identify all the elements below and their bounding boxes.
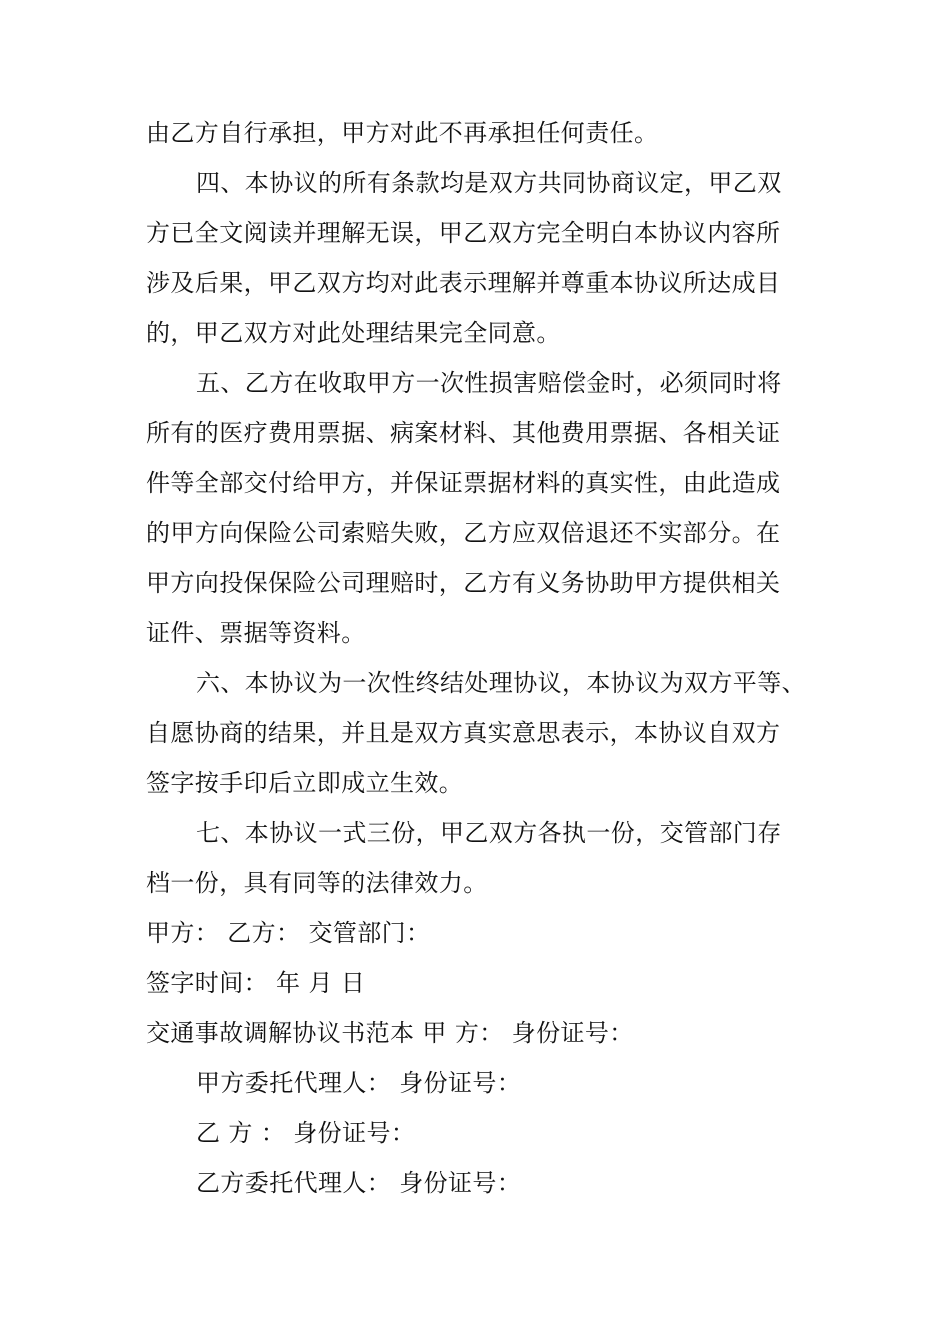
clause-4-line-1: 四、本协议的所有条款均是双方共同协商议定，甲乙双 [196,169,782,197]
party-b-agent-line: 乙方委托代理人： 身份证号： [196,1169,522,1197]
clause-5-line-4: 的甲方向保险公司索赔失败，乙方应双倍退还不实部分。在 [146,519,781,547]
signature-date-line: 签字时间： 年 月 日 [146,969,366,997]
clause-5-line-3: 件等全部交付给甲方，并保证票据材料的真实性，由此造成 [146,469,781,497]
paragraph-3-tail: 由乙方自行承担，甲方对此不再承担任何责任。 [146,119,659,147]
clause-5-line-1: 五、乙方在收取甲方一次性损害赔偿金时，必须同时将 [196,369,782,397]
clause-6-line-1: 六、本协议为一次性终结处理协议，本协议为双方平等、 [196,669,806,697]
clause-6-line-2: 自愿协商的结果，并且是双方真实意思表示，本协议自双方 [146,719,781,747]
clause-7-line-1: 七、本协议一式三份，甲乙双方各执一份，交管部门存 [196,819,782,847]
clause-4-line-3: 涉及后果，甲乙双方均对此表示理解并尊重本协议所达成目 [146,269,781,297]
clause-5-line-6: 证件、票据等资料。 [146,619,366,647]
clause-7-line-2: 档一份，具有同等的法律效力。 [146,869,488,897]
party-b-line: 乙 方 ： 身份证号： [196,1119,416,1147]
clause-5-line-5: 甲方向投保保险公司理赔时，乙方有义务协助甲方提供相关 [146,569,781,597]
template-title-party-a-line: 交通事故调解协议书范本 甲 方： 身份证号： [146,1019,634,1047]
clause-4-line-2: 方已全文阅读并理解无误，甲乙双方完全明白本协议内容所 [146,219,781,247]
clause-6-line-3: 签字按手印后立即成立生效。 [146,769,464,797]
signature-parties-line: 甲方： 乙方： 交管部门： [146,919,431,947]
clause-5-line-2: 所有的医疗费用票据、病案材料、其他费用票据、各相关证 [146,419,781,447]
party-a-agent-line: 甲方委托代理人： 身份证号： [196,1069,522,1097]
clause-4-line-4: 的，甲乙双方对此处理结果完全同意。 [146,319,561,347]
